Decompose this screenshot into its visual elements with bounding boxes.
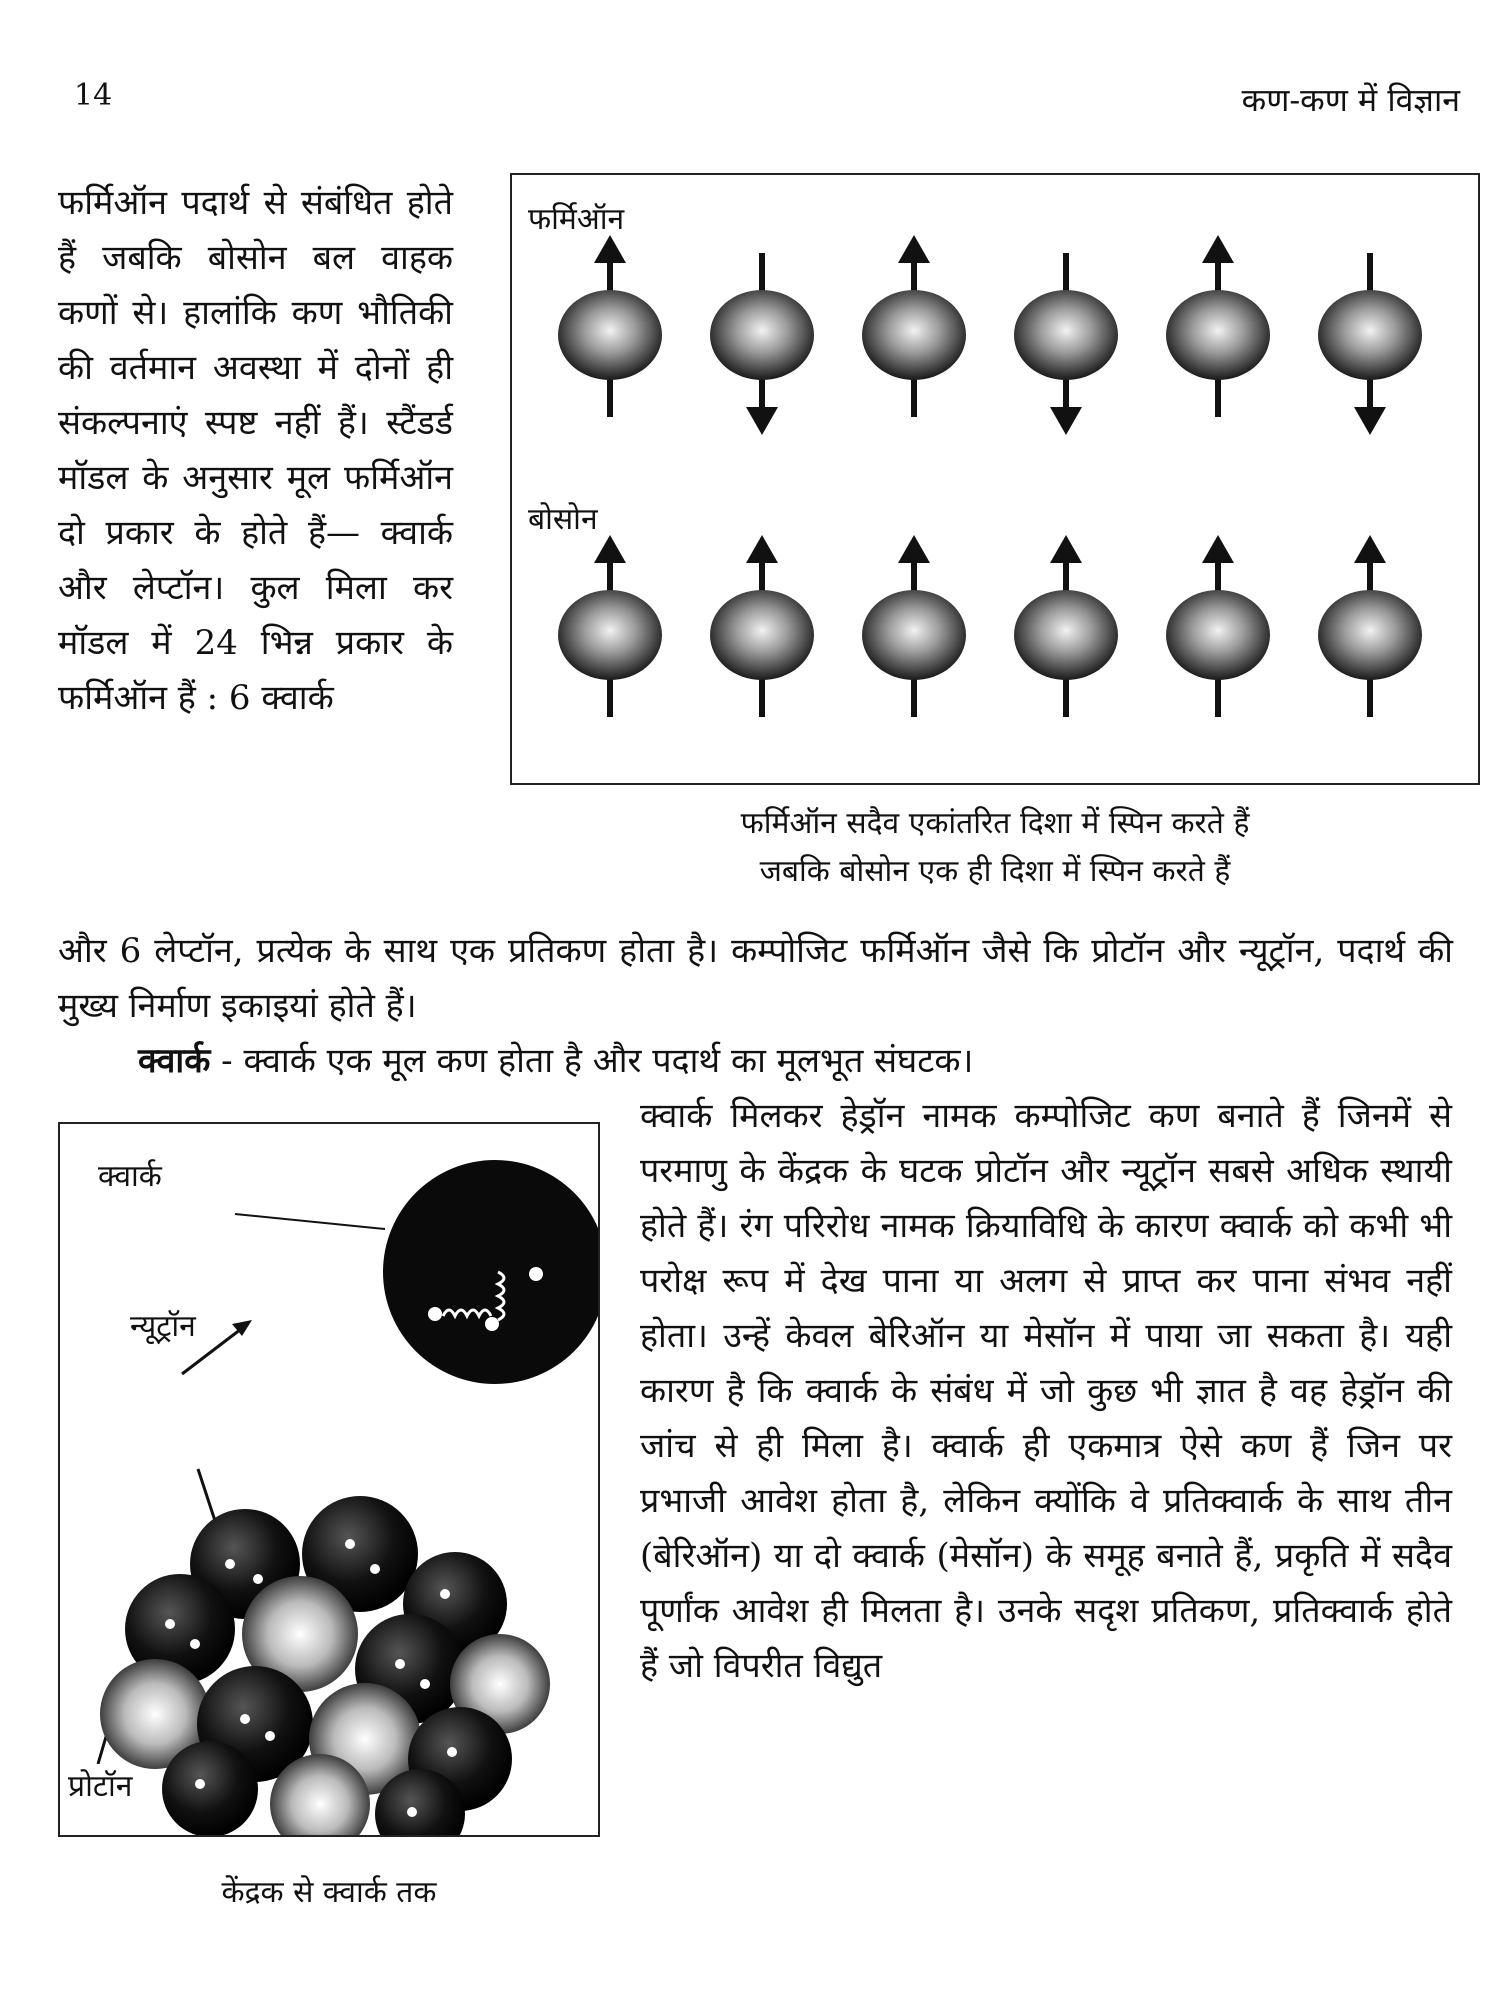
- spin-down-arrow-icon: [746, 407, 778, 435]
- quark-zoom-circle: [383, 1160, 598, 1384]
- fermion-particle: [862, 235, 966, 417]
- running-title: कण-कण में विज्ञान: [1241, 81, 1460, 119]
- fermion-label: फर्मिऑन: [528, 202, 625, 237]
- spin-up-arrow-icon: [898, 535, 930, 563]
- spin-up-arrow-icon: [746, 535, 778, 563]
- proton-label: प्रोटॉन: [68, 1764, 132, 1805]
- spin-up-arrow-icon: [594, 235, 626, 263]
- fermion-particle: [1014, 253, 1118, 435]
- quark-label: क्वार्क: [98, 1159, 162, 1194]
- boson-particle: [862, 535, 966, 717]
- boson-particle: [558, 535, 662, 717]
- spin-up-arrow-icon: [594, 535, 626, 563]
- quark-dot: [428, 1307, 442, 1321]
- spin-up-arrow-icon: [1354, 535, 1386, 563]
- nucleus-caption: केंद्रक से क्वार्क तक: [221, 1875, 437, 1910]
- spin-up-arrow-icon: [898, 235, 930, 263]
- quark-intro-text: - क्वार्क एक मूल कण होता है और पदार्थ का मूलभूत संघटक।: [210, 1041, 974, 1081]
- quark-term: क्वार्क: [138, 1041, 211, 1081]
- right-column-paragraph: क्वार्क मिलकर हेड्रॉन नामक कम्पोजिट कण बनाते हैं जिनमें से परमाणु के केंद्रक के घटक प्रोटॉन और न्यूट्रॉन सबसे अधिक स्थायी होते हैं। रंग परिरोध नामक क्रियाविधि के कारण क्वार्क को कभी भी परोक्ष रूप में देख पाना या अलग से प्राप्त कर पाना संभव नहीं होता। उन्हें केवल बेरिऑन या मेसॉन में पाया जा सकता है। यही कारण है कि क्वार्क के संबंध में जो कुछ भी ज्ञात है वह हेड्रॉन की जांच से ही मिला है। क्वार्क ही एकमात्र ऐसे कण हैं जिन पर प्रभाजी आवेश होता है, लेकिन क्योंकि वे प्रतिक्वार्क के साथ तीन (बेरिऑन) या दो क्वार्क (मेसॉन) के समूह बनाते हैं, प्रकृति में सदैव पूर्णांक आवेश ही मिलता है। उनके सदृश प्रतिकण, प्रतिक्वार्क होते हैं जो विपरीत विद्युत: [640, 1096, 1452, 1686]
- nucleus-figure: [58, 1122, 600, 1837]
- boson-particle: [1166, 535, 1270, 717]
- spin-caption-line1: फर्मिऑन सदैव एकांतरित दिशा में स्पिन करते हैं: [740, 806, 1250, 841]
- neutron-label: न्यूट्रॉन: [130, 1304, 196, 1345]
- spin-down-arrow-icon: [1354, 407, 1386, 435]
- spin-caption: [510, 800, 1480, 896]
- quark-dot: [485, 1317, 499, 1331]
- spin-diagram: [512, 175, 1478, 783]
- quark-intro-paragraph: [58, 1034, 1453, 1089]
- spin-caption-line2: जबकि बोसोन एक ही दिशा में स्पिन करते हैं: [759, 854, 1231, 889]
- spin-figure: [510, 173, 1480, 785]
- spin-up-arrow-icon: [1202, 235, 1234, 263]
- boson-particle: [710, 535, 814, 717]
- page-number: 14: [74, 78, 113, 113]
- fermion-particle: [710, 253, 814, 435]
- column-paragraph: फर्मिऑन पदार्थ से संबंधित होते हैं जबकि बोसोन बल वाहक कणों से। हालांकि कण भौतिकी की वर्तमान अवस्था में दोनों ही संकल्पनाएं स्पष्ट नहीं हैं। स्टैंडर्ड मॉडल के अनुसार मूल फर्मिऑन दो प्रकार के होते हैं— क्वार्क और लेप्टॉन। कुल मिला कर मॉडल में 24 भिन्न प्रकार के फर्मिऑन हैं : 6 क्वार्क: [58, 183, 453, 718]
- nucleus-illustration: [60, 1124, 598, 1835]
- full-width-paragraph: और 6 लेप्टॉन, प्रत्येक के साथ एक प्रतिकण होता है। कम्पोजिट फर्मिऑन जैसे कि प्रोटॉन और न्यूट्रॉन, पदार्थ की मुख्य निर्माण इकाइयां होते हैं।: [58, 931, 1453, 1026]
- boson-particle: [1318, 535, 1422, 717]
- nucleus-cluster: [100, 1496, 550, 1835]
- quark-dot: [529, 1267, 543, 1281]
- fermion-particle: [1166, 235, 1270, 417]
- spin-up-arrow-icon: [1050, 535, 1082, 563]
- spin-up-arrow-icon: [1202, 535, 1234, 563]
- fermion-particle: [558, 235, 662, 417]
- quark-pointer-line: [235, 1214, 385, 1229]
- boson-particle: [1014, 535, 1118, 717]
- fermion-particle: [1318, 253, 1422, 435]
- spin-down-arrow-icon: [1050, 407, 1082, 435]
- boson-label: बोसोन: [528, 502, 598, 537]
